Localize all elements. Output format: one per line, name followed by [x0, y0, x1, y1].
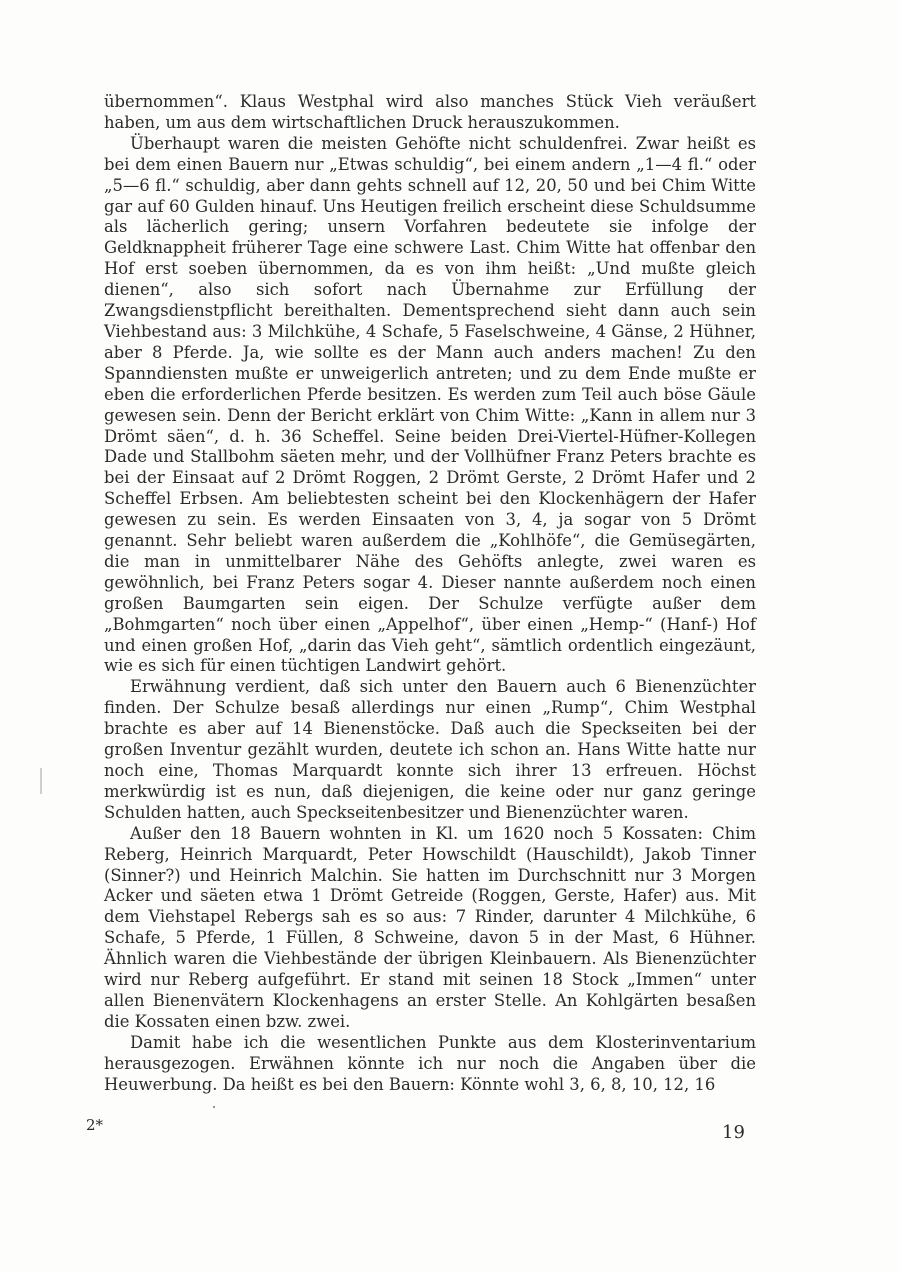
paper-mark [40, 768, 42, 794]
paper-speck [213, 1106, 215, 1108]
paragraph-1: übernommen“. Klaus Westphal wird also manches Stück Vieh veräußert haben, um aus dem wirtschaftlichen Druck herauszukommen. [104, 92, 756, 132]
signature-mark: 2* [86, 1116, 104, 1134]
paragraph-5: Damit habe ich die wesentlichen Punkte aus dem Klosterinventarium herausgezogen. Erwähnen könnte ich nur noch die Angaben über die Heuwerbung. Da heißt es bei den Bauern: Könnte wohl 3, 6, 8, 10, 12, 16 [104, 1032, 756, 1094]
paragraph-3: Erwähnung verdient, daß sich unter den Bauern auch 6 Bienenzüchter finden. Der Schulze besaß allerdings nur einen „Rump“, Chim Westphal brachte es aber auf 14 Bienenstöcke. Daß auch die Speckseiten bei der großen Inventur gezählt wurden, deutete ich schon an. Hans Witte hatte nur noch eine, Thomas Marquardt konnte sich ihrer 13 erfreuen. Höchst merkwürdig ist es nun, daß diejenigen, die keine oder nur ganz geringe Schulden hatten, auch Speckseitenbesitzer und Bienenzüchter waren. [104, 677, 756, 822]
paragraph-2: Überhaupt waren die meisten Gehöfte nicht schuldenfrei. Zwar heißt es bei dem einen Bauern nur „Etwas schuldig“, bei einem andern „1—4 fl.“ oder „5—6 fl.“ schuldig, aber dann gehts schnell auf 12, 20, 50 und bei Chim Witte gar auf 60 Gulden hinauf. Uns Heutigen freilich erscheint diese Schuldsumme als lächerlich gering; unsern Vorfahren bedeutete sie infolge der Geldknappheit früherer Tage eine schwere Last. Chim Witte hat offenbar den Hof erst soeben übernommen, da es von ihm heißt: „Und mußte gleich dienen“, also sich sofort nach Übernahme zur Erfüllung der Zwangsdienstpflicht bereithalten. Dementsprechend sieht dann auch sein Viehbestand aus: 3 Milchkühe, 4 Schafe, 5 Faselschweine, 4 Gänse, 2 Hühner, aber 8 Pferde. Ja, wie sollte es der Mann auch anders machen! Zu den Spanndiensten mußte er unweigerlich antreten; und zu dem Ende mußte er eben die erforderlichen Pferde besitzen. Es werden zum Teil auch böse Gäule gewesen sein. Denn der Bericht erklärt von Chim Witte: „Kann in allem nur 3 Drömt säen“, d. h. 36 Scheffel. Seine beiden Drei-Viertel-Hüfner-Kollegen Dade und Stallbohm säeten mehr, und der Vollhüfner Franz Peters brachte es bei der Einsaat auf 2 Drömt Roggen, 2 Drömt Gerste, 2 Drömt Hafer und 2 Scheffel Erbsen. Am beliebtesten scheint bei den Klockenhägern der Hafer gewesen zu sein. Es werden Einsaaten von 3, 4, ja sogar von 5 Drömt genannt. Sehr beliebt waren außerdem die „Kohlhöfe“, die Gemüsegärten, die man in unmittelbarer Nähe des Gehöfts anlegte, zwei waren es gewöhnlich, bei Franz Peters sogar 4. Dieser nannte außerdem noch einen großen Baumgarten sein eigen. Der Schulze verfügte außer dem „Bohmgarten“ noch über einen „Appelhof“, über einen „Hemp-“ (Hanf-) Hof und einen großen Hof, „darin das Vieh geht“, sämtlich ordentlich eingezäunt, wie es sich für einen tüchtigen Landwirt gehört. [104, 133, 756, 676]
body-text [104, 92, 756, 1096]
page-number: 19 [722, 1122, 745, 1143]
paragraph-4: Außer den 18 Bauern wohnten in Kl. um 1620 noch 5 Kossaten: Chim Reberg, Heinrich Marquardt, Peter Howschildt (Hauschildt), Jakob Tinner (Sinner?) und Heinrich Malchin. Sie hatten im Durchschnitt nur 3 Morgen Acker und säeten etwa 1 Drömt Getreide (Roggen, Gerste, Hafer) aus. Mit dem Viehstapel Rebergs sah es so aus: 7 Rinder, darunter 4 Milchkühe, 6 Schafe, 5 Pferde, 1 Füllen, 8 Schweine, davon 5 in der Mast, 6 Hühner. Ähnlich waren die Viehbestände der übrigen Kleinbauern. Als Bienenzüchter wird nur Reberg aufgeführt. Er stand mit seinen 18 Stock „Immen“ unter allen Bienenvätern Klockenhagens an erster Stelle. An Kohlgärten besaßen die Kossaten einen bzw. zwei. [104, 823, 756, 1031]
